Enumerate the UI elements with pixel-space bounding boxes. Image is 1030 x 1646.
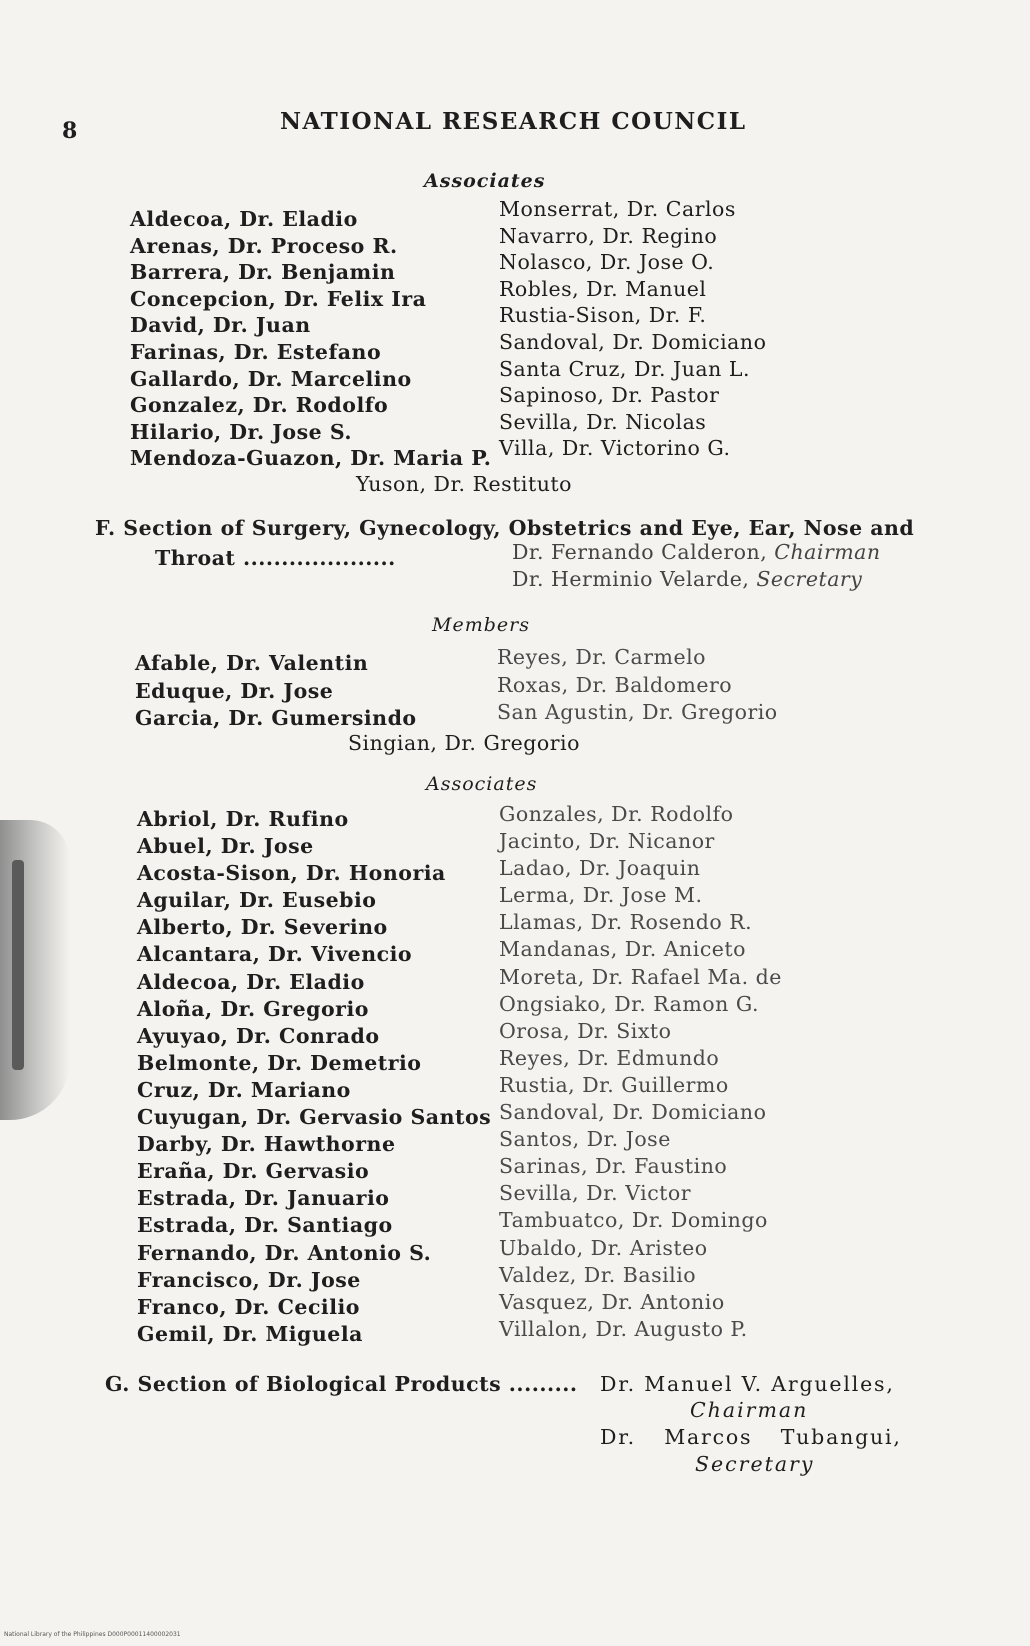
list-item: Fernando, Dr. Antonio S. (137, 1240, 432, 1265)
list-item: Hilario, Dr. Jose S. (130, 419, 353, 444)
members-centered-name: Singian, Dr. Gregorio (348, 731, 580, 755)
list-item: Orosa, Dr. Sixto (499, 1018, 672, 1043)
list-item: Nolasco, Dr. Jose O. (499, 250, 715, 275)
list-item: Reyes, Dr. Carmelo (497, 645, 707, 669)
associates-f-left-column (137, 806, 491, 1348)
list-item: Santos, Dr. Jose (499, 1127, 671, 1152)
list-item: Sevilla, Dr. Victor (499, 1181, 692, 1206)
list-item: San Agustin, Dr. Gregorio (497, 700, 778, 724)
list-item: Aldecoa, Dr. Eladio (137, 969, 365, 994)
chairman-name: Dr. Fernando Calderon, (512, 540, 768, 564)
list-item: Reyes, Dr. Edmundo (499, 1045, 720, 1070)
list-item: Villalon, Dr. Augusto P. (499, 1316, 748, 1341)
list-item: Sandoval, Dr. Domiciano (499, 1100, 767, 1125)
members-left-column (135, 650, 417, 733)
list-item: Ongsiako, Dr. Ramon G. (499, 991, 760, 1016)
members-right-column (497, 644, 778, 727)
list-item: Sevilla, Dr. Nicolas (499, 409, 707, 434)
page-number: 8 (62, 118, 78, 144)
section-g-chairman-name: Dr. Manuel V. Arguelles, (600, 1372, 895, 1396)
list-item: Santa Cruz, Dr. Juan L. (499, 356, 750, 381)
list-item: Aloña, Dr. Gregorio (137, 996, 369, 1021)
list-item: Lerma, Dr. Jose M. (499, 883, 703, 908)
list-item: Ubaldo, Dr. Aristeo (499, 1235, 708, 1260)
list-item: Darby, Dr. Hawthorne (137, 1132, 396, 1157)
list-item: Concepcion, Dr. Felix Ira (130, 286, 427, 311)
members-heading: Members (432, 614, 530, 636)
binding-clip (12, 860, 24, 1070)
section-g-title: G. Section of Biological Products ......... (105, 1372, 578, 1396)
list-item: Vasquez, Dr. Antonio (499, 1289, 725, 1314)
list-item: Alcantara, Dr. Vivencio (137, 942, 413, 967)
list-item: Garcia, Dr. Gumersindo (135, 706, 417, 730)
list-item: Franco, Dr. Cecilio (137, 1294, 360, 1319)
list-item: Arenas, Dr. Proceso R. (130, 233, 398, 258)
page-title: NATIONAL RESEARCH COUNCIL (280, 108, 747, 135)
list-item: Alberto, Dr. Severino (137, 915, 388, 940)
list-item: Rustia-Sison, Dr. F. (499, 303, 707, 328)
list-item: Ladao, Dr. Joaquin (499, 856, 701, 881)
section-f-title-cont: Throat .................... (155, 546, 396, 570)
associates-heading: Associates (424, 170, 546, 192)
list-item: Mandanas, Dr. Aniceto (499, 937, 747, 962)
binding-shadow (0, 820, 70, 1120)
section-g-secretary-name: Dr. Marcos Tubangui, (600, 1425, 902, 1449)
list-item: Ayuyao, Dr. Conrado (137, 1023, 380, 1048)
section-g-secretary-title: Secretary (695, 1452, 815, 1476)
list-item: Aguilar, Dr. Eusebio (137, 888, 377, 913)
chairman-title: Chairman (774, 540, 881, 564)
list-item: Roxas, Dr. Baldomero (497, 672, 733, 697)
list-item: Acosta-Sison, Dr. Honoria (137, 861, 446, 886)
list-item: Abriol, Dr. Rufino (137, 807, 349, 831)
list-item: Belmonte, Dr. Demetrio (137, 1050, 422, 1075)
list-item: Tambuatco, Dr. Domingo (499, 1208, 768, 1233)
list-item: David, Dr. Juan (130, 313, 311, 338)
list-item: Sarinas, Dr. Faustino (499, 1154, 728, 1179)
list-item: Moreta, Dr. Rafael Ma. de (499, 964, 782, 989)
list-item: Abuel, Dr. Jose (137, 834, 314, 859)
section-g-chairman-title: Chairman (690, 1398, 809, 1422)
list-item: Gallardo, Dr. Marcelino (130, 366, 412, 391)
list-item: Farinas, Dr. Estefano (130, 339, 382, 364)
list-item: Mendoza-Guazon, Dr. Maria P. (130, 446, 492, 471)
list-item: Rustia, Dr. Guillermo (499, 1072, 729, 1097)
list-item: Villa, Dr. Victorino G. (499, 436, 731, 461)
section-f-secretary (512, 567, 862, 591)
associates-f-right-column (499, 801, 782, 1343)
list-item: Robles, Dr. Manuel (499, 276, 707, 301)
list-item: Llamas, Dr. Rosendo R. (499, 910, 753, 935)
list-item: Valdez, Dr. Basilio (499, 1262, 697, 1287)
secretary-title: Secretary (756, 567, 863, 591)
list-item: Navarro, Dr. Regino (499, 223, 718, 248)
list-item: Estrada, Dr. Santiago (137, 1213, 393, 1238)
associates-heading-f: Associates (426, 773, 538, 795)
list-item: Gonzalez, Dr. Rodolfo (130, 393, 389, 418)
list-item: Eduque, Dr. Jose (135, 678, 334, 703)
list-item: Sapinoso, Dr. Pastor (499, 383, 720, 408)
footer-scan-id: National Library of the Philippines D000P00011400002031 (4, 1631, 181, 1638)
list-item: Aldecoa, Dr. Eladio (130, 207, 358, 231)
associates-left-column (130, 206, 491, 472)
list-item: Jacinto, Dr. Nicanor (499, 829, 715, 854)
section-f-chairman (512, 540, 881, 564)
list-item: Monserrat, Dr. Carlos (499, 197, 736, 221)
list-item: Cuyugan, Dr. Gervasio Santos (137, 1105, 492, 1130)
section-f-title: F. Section of Surgery, Gynecology, Obstetrics and Eye, Ear, Nose and (95, 516, 915, 540)
list-item: Afable, Dr. Valentin (135, 651, 369, 675)
list-item: Gonzales, Dr. Rodolfo (499, 802, 734, 826)
list-item: Estrada, Dr. Januario (137, 1186, 390, 1211)
list-item: Barrera, Dr. Benjamin (130, 260, 396, 285)
associates-right-column (499, 196, 766, 462)
list-item: Sandoval, Dr. Domiciano (499, 329, 767, 354)
list-item: Cruz, Dr. Mariano (137, 1077, 351, 1102)
list-item: Francisco, Dr. Jose (137, 1267, 361, 1292)
list-item: Gemil, Dr. Miguela (137, 1321, 363, 1346)
list-item: Eraña, Dr. Gervasio (137, 1159, 370, 1184)
associates-centered-name: Yuson, Dr. Restituto (356, 472, 572, 496)
secretary-name: Dr. Herminio Velarde, (512, 567, 750, 591)
